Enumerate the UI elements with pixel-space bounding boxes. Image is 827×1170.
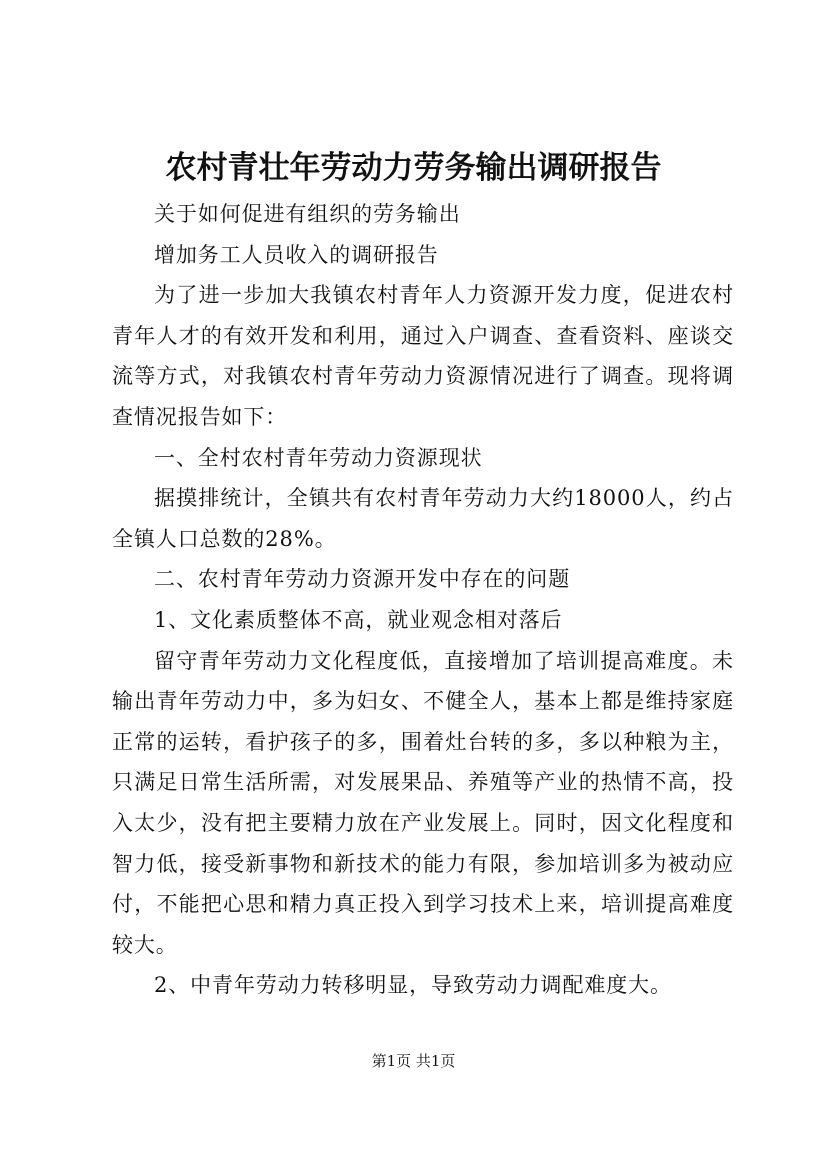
- paragraph-intro: 为了进一步加大我镇农村青年人力资源开发力度，促进农村青年人才的有效开发和利用，通过入户调查、查看资料、座谈交流等方式，对我镇农村青年劳动力资源情况进行了调查。现将调查情况报告如下：: [112, 283, 734, 429]
- page-footer: 第1页 共1页: [371, 1052, 456, 1070]
- document-title: 农村青壮年劳动力劳务输出调研报告: [165, 150, 662, 186]
- document-body: [112, 194, 734, 1006]
- subsection-heading-2: 2、中青年劳动力转移明显，导致劳动力调配难度大。: [154, 973, 672, 998]
- subsection-heading-1: 1、文化素质整体不高，就业观念相对落后: [154, 607, 563, 632]
- paragraph-subtitle-2: 增加务工人员收入的调研报告: [154, 242, 439, 267]
- paragraph-problem-1: 留守青年劳动力文化程度低，直接增加了培训提高难度。未输出青年劳动力中，多为妇女、不健全人，基本上都是维持家庭正常的运转，看护孩子的多，围着灶台转的多，多以种粮为主，只满足日常生活所需，对发展果品、养殖等产业的热情不高，投入太少，没有把主要精力放在产业发展上。同时，因文化程度和智力低，接受新事物和新技术的能力有限，参加培训多为被动应付，不能把心思和精力真正投入到学习技术上来，培训提高难度较大。: [112, 648, 734, 957]
- section-heading-2: 二、农村青年劳动力资源开发中存在的问题: [154, 567, 571, 592]
- section-heading-1: 一、全村农村青年劳动力资源现状: [154, 445, 483, 470]
- paragraph-subtitle-1: 关于如何促进有组织的劳务输出: [154, 202, 461, 226]
- paragraph-statistics: 据摸排统计，全镇共有农村青年劳动力大约18000人，约占全镇人口总数的28%。: [112, 486, 734, 551]
